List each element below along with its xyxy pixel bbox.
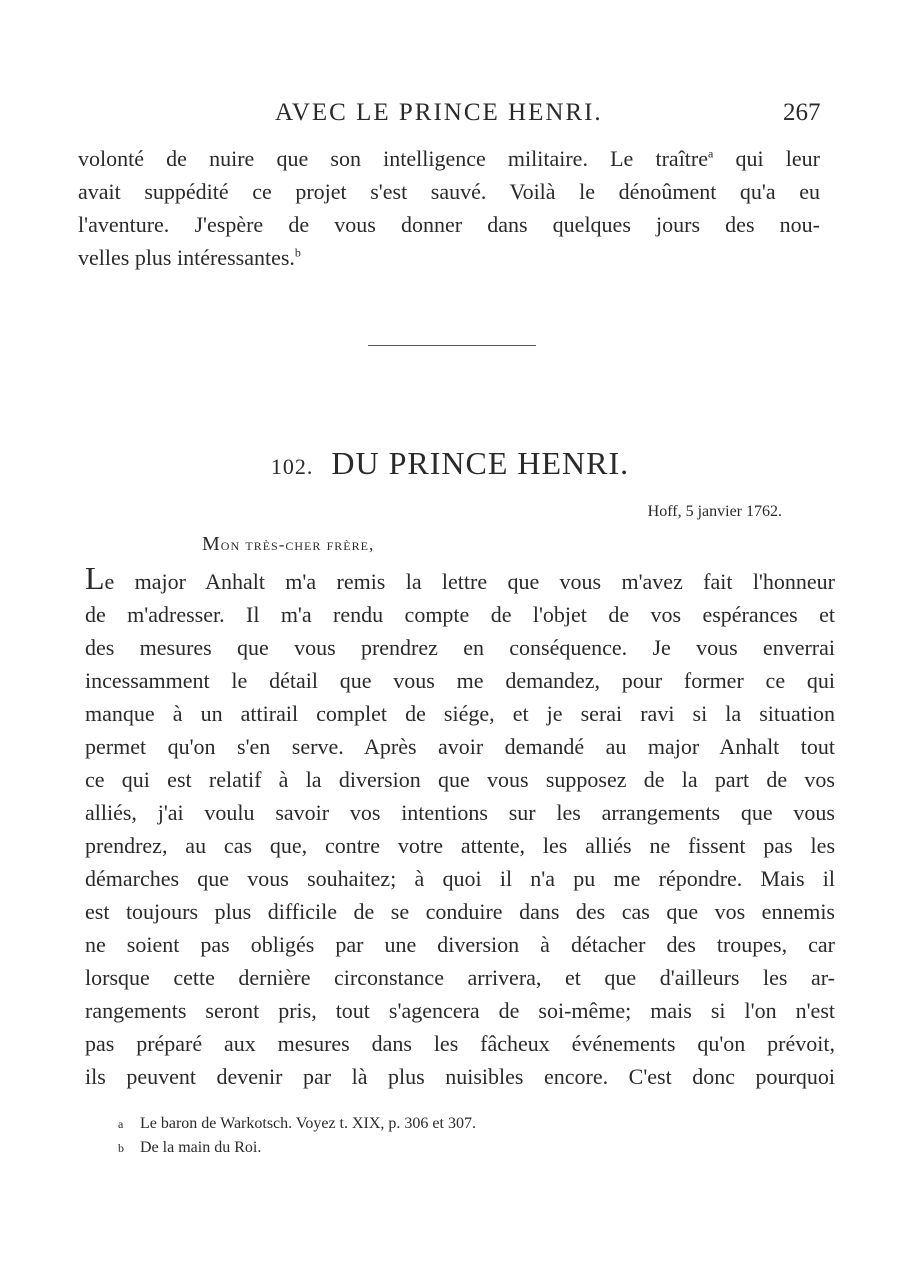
footnote-letter: b	[118, 1141, 124, 1155]
text-line: est toujours plus difficile de se conduire dans des cas que vos ennemis	[85, 899, 835, 924]
running-head	[0, 96, 900, 130]
text-line: l'aventure. J'espère de vous donner dans quelques jours des nou-	[78, 212, 820, 237]
text-line: manque à un attirail complet de siége, et je serai ravi si la situation	[85, 701, 835, 726]
salutation: Mon très-cher frère,	[202, 533, 375, 555]
text-line: Le major Anhalt m'a remis la lettre que vous m'avez fait l'honneur	[85, 560, 835, 596]
footnote: a Le baron de Warkotsch. Voyez t. XIX, p. 306 et 307.	[118, 1112, 818, 1136]
drop-cap: L	[85, 560, 105, 596]
text-line: pas préparé aux mesures dans les fâcheux événements qu'on prévoit,	[85, 1031, 835, 1056]
letter-number: 102.	[270, 454, 314, 479]
running-title: AVEC LE PRINCE HENRI.	[275, 99, 603, 126]
letter-heading	[0, 445, 900, 485]
text-line: alliés, j'ai voulu savoir vos intentions sur les arrangements que vous	[85, 800, 835, 825]
previous-letter-text	[78, 142, 820, 274]
footnote-marker: b	[294, 245, 301, 260]
text-line: rangements seront pris, tout s'agencera de soi-même; mais si l'on n'est	[85, 998, 835, 1023]
footnotes	[118, 1112, 818, 1160]
footnote-letter: a	[118, 1117, 124, 1131]
letter-body	[85, 560, 835, 1093]
text-line: lorsque cette dernière circonstance arrivera, et que d'ailleurs les ar-	[85, 965, 835, 990]
letter-title: DU PRINCE HENRI.	[331, 445, 630, 481]
text-line: des mesures que vous prendrez en conséquence. Je vous enverrai	[85, 635, 835, 660]
text-line: ce qui est relatif à la diversion que vous supposez de la part de vos	[85, 767, 835, 792]
text-line: de m'adresser. Il m'a rendu compte de l'objet de vos espérances et	[85, 602, 835, 627]
text-line: ils peuvent devenir par là plus nuisibles encore. C'est donc pourquoi	[85, 1064, 835, 1089]
footnote: b De la main du Roi.	[118, 1136, 818, 1160]
dateline: Hoff, 5 janvier 1762.	[647, 503, 782, 520]
text-line: prendrez, au cas que, contre votre attente, les alliés ne fissent pas les	[85, 833, 835, 858]
text-line: avait suppédité ce projet s'est sauvé. Voilà le dénoûment qu'a eu	[78, 179, 820, 204]
text-line: permet qu'on s'en serve. Après avoir demandé au major Anhalt tout	[85, 734, 835, 759]
text-line: incessamment le détail que vous me demandez, pour former ce qui	[85, 668, 835, 693]
page-number: 267	[783, 99, 821, 126]
text-line: volonté de nuire que son intelligence militaire. Le traître$^a$ qui leur	[78, 146, 820, 171]
text-line: velles plus intéressantes.$^b$	[78, 245, 301, 270]
text-line: démarches que vous souhaitez; à quoi il n'a pu me répondre. Mais il	[85, 866, 835, 891]
section-divider	[368, 345, 536, 346]
footnote-marker: a	[708, 146, 714, 161]
text-line: ne soient pas obligés par une diversion à détacher des troupes, car	[85, 932, 835, 957]
